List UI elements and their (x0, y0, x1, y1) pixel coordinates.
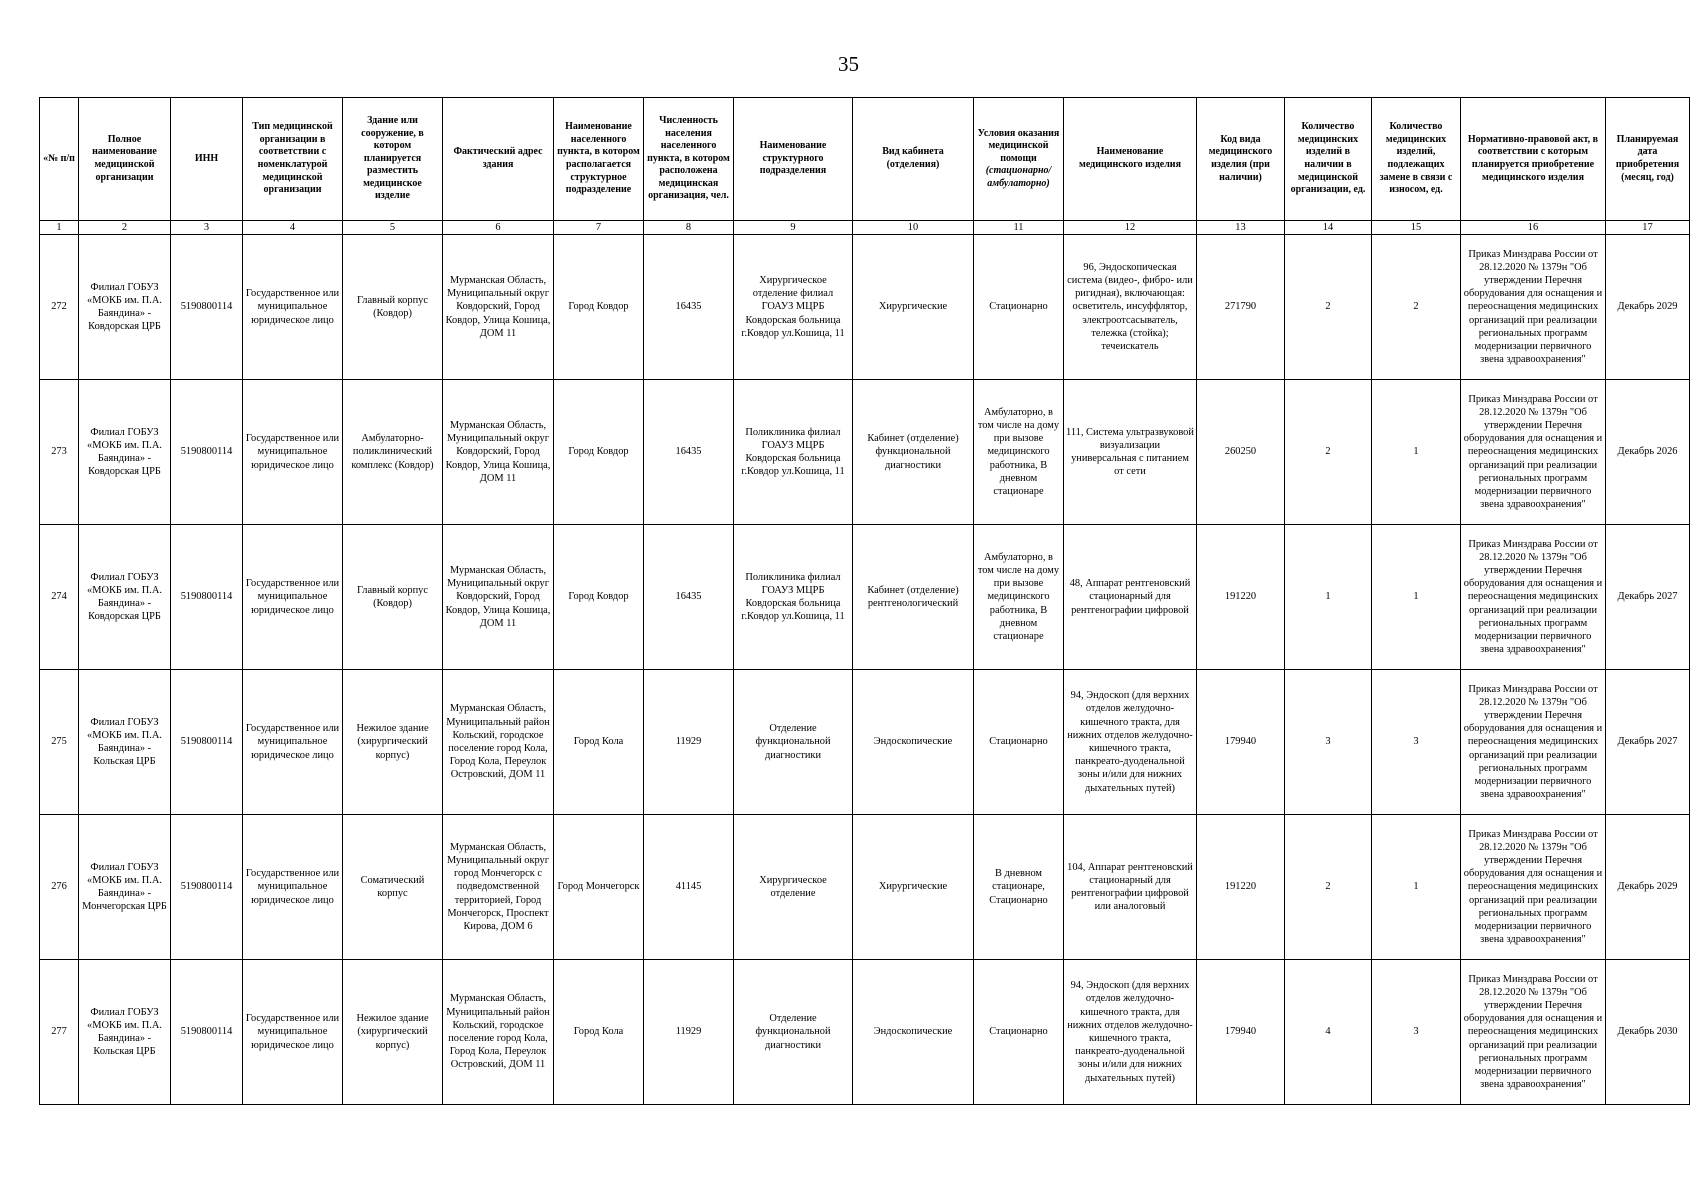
cell-qty-replace: 1 (1372, 815, 1461, 960)
cell-structural-unit: Хирургическое отделение (734, 815, 853, 960)
cell-care-conditions: Стационарно (974, 235, 1064, 380)
cell-org-type: Государственное или муниципальное юридическое лицо (243, 525, 343, 670)
column-number: 13 (1197, 221, 1285, 235)
column-number-row (40, 221, 1690, 235)
cell-building: Главный корпус (Ковдор) (343, 235, 443, 380)
cell-inn: 5190800114 (171, 525, 243, 670)
cell-inn: 5190800114 (171, 670, 243, 815)
cell-org-name: Филиал ГОБУЗ «МОКБ им. П.А. Баяндина» - Кольская ЦРБ (79, 670, 171, 815)
header-cell: Здание или сооружение, в котором планируется разместить медицинское изделие (343, 98, 443, 221)
cell-qty-replace: 1 (1372, 380, 1461, 525)
cell-legal-act: Приказ Минздрава России от 28.12.2020 № 1379н "Об утверждении Перечня оборудования для оснащения и переоснащения медицинских организаций при реализации региональных программ модернизации первичного звена здравоохранения" (1461, 235, 1606, 380)
cell-address: Мурманская Область, Муниципальный округ Ковдорский, Город Ковдор, Улица Кошица, ДОМ 11 (443, 380, 554, 525)
cell-population: 11929 (644, 960, 734, 1105)
cell-structural-unit: Поликлиника филиал ГОАУЗ МЦРБ Ковдорская больница г.Ковдор ул.Кошица, 11 (734, 380, 853, 525)
header-cell: Планируемая дата приобретения (месяц, год) (1606, 98, 1690, 221)
column-number: 10 (853, 221, 974, 235)
column-number: 17 (1606, 221, 1690, 235)
cell-building: Главный корпус (Ковдор) (343, 525, 443, 670)
cell-inn: 5190800114 (171, 380, 243, 525)
header-cell: Вид кабинета (отделения) (853, 98, 974, 221)
cell-legal-act: Приказ Минздрава России от 28.12.2020 № 1379н "Об утверждении Перечня оборудования для оснащения и переоснащения медицинских организаций при реализации региональных программ модернизации первичного звена здравоохранения" (1461, 815, 1606, 960)
cell-locality: Город Мончегорск (554, 815, 644, 960)
column-number: 6 (443, 221, 554, 235)
column-number: 15 (1372, 221, 1461, 235)
cell-population: 16435 (644, 380, 734, 525)
cell-locality: Город Кола (554, 670, 644, 815)
cell-org-type: Государственное или муниципальное юридическое лицо (243, 960, 343, 1105)
cell-planned-date: Декабрь 2029 (1606, 235, 1690, 380)
cell-address: Мурманская Область, Муниципальный округ город Мончегорск с подведомственной территорией, Город Мончегорск, Проспект Кирова, ДОМ 6 (443, 815, 554, 960)
cell-locality: Город Кола (554, 960, 644, 1105)
cell-row-number: 276 (40, 815, 79, 960)
cell-device-code: 260250 (1197, 380, 1285, 525)
cell-device-code: 271790 (1197, 235, 1285, 380)
column-number: 9 (734, 221, 853, 235)
cell-qty-available: 2 (1285, 815, 1372, 960)
header-conditions-italic: (стационарно/ амбулаторно) (985, 165, 1052, 189)
cell-org-type: Государственное или муниципальное юридическое лицо (243, 815, 343, 960)
cell-care-conditions: В дневном стационаре, Стационарно (974, 815, 1064, 960)
cell-inn: 5190800114 (171, 815, 243, 960)
cell-locality: Город Ковдор (554, 525, 644, 670)
column-number: 12 (1064, 221, 1197, 235)
cell-planned-date: Декабрь 2027 (1606, 525, 1690, 670)
cell-cabinet-type: Эндоскопические (853, 960, 974, 1105)
header-cell: Полное наименование медицинской организации (79, 98, 171, 221)
header-cell: Нормативно-правовой акт, в соответствии с которым планируется приобретение медицинского изделия (1461, 98, 1606, 221)
cell-device-code: 191220 (1197, 815, 1285, 960)
column-number: 5 (343, 221, 443, 235)
cell-building: Соматический корпус (343, 815, 443, 960)
header-cell: Фактический адрес здания (443, 98, 554, 221)
cell-device-code: 179940 (1197, 670, 1285, 815)
cell-row-number: 274 (40, 525, 79, 670)
table-row (40, 380, 1690, 525)
cell-legal-act: Приказ Минздрава России от 28.12.2020 № 1379н "Об утверждении Перечня оборудования для оснащения и переоснащения медицинских организаций при реализации региональных программ модернизации первичного звена здравоохранения" (1461, 670, 1606, 815)
table-row (40, 815, 1690, 960)
cell-device-name: 111, Система ультразвуковой визуализации универсальная с питанием от сети (1064, 380, 1197, 525)
header-cell: Численность населения населенного пункта, в котором расположена медицинская организация, чел. (644, 98, 734, 221)
cell-qty-replace: 1 (1372, 525, 1461, 670)
header-cell: Наименование населенного пункта, в котором располагается структурное подразделение (554, 98, 644, 221)
header-cell: Количество медицинских изделий, подлежащих замене в связи с износом, ед. (1372, 98, 1461, 221)
cell-qty-available: 4 (1285, 960, 1372, 1105)
table-row (40, 670, 1690, 815)
cell-cabinet-type: Эндоскопические (853, 670, 974, 815)
cell-qty-available: 3 (1285, 670, 1372, 815)
table-row (40, 235, 1690, 380)
cell-care-conditions: Стационарно (974, 960, 1064, 1105)
column-number: 11 (974, 221, 1064, 235)
column-number: 2 (79, 221, 171, 235)
cell-care-conditions: Стационарно (974, 670, 1064, 815)
header-cell: «№ п/п (40, 98, 79, 221)
cell-device-code: 179940 (1197, 960, 1285, 1105)
column-number: 3 (171, 221, 243, 235)
column-number: 16 (1461, 221, 1606, 235)
cell-row-number: 272 (40, 235, 79, 380)
header-row (40, 98, 1690, 221)
cell-locality: Город Ковдор (554, 380, 644, 525)
header-cell-conditions (974, 98, 1064, 221)
cell-care-conditions: Амбулаторно, в том числе на дому при вызове медицинского работника, В дневном стационаре (974, 380, 1064, 525)
header-cell: Тип медицинской организации в соответствии с номенклатурой медицинской организации (243, 98, 343, 221)
cell-device-name: 94, Эндоскоп (для верхних отделов желудочно- кишечного тракта, для нижних отделов желудочно-кишечного тракта, панкреато-дуоденальной зоны и/или для нижних дыхательных путей) (1064, 670, 1197, 815)
cell-qty-available: 2 (1285, 380, 1372, 525)
table-row (40, 525, 1690, 670)
cell-device-code: 191220 (1197, 525, 1285, 670)
cell-planned-date: Декабрь 2026 (1606, 380, 1690, 525)
cell-row-number: 273 (40, 380, 79, 525)
page-number: 35 (838, 52, 859, 76)
column-number: 14 (1285, 221, 1372, 235)
cell-population: 11929 (644, 670, 734, 815)
column-number: 8 (644, 221, 734, 235)
cell-care-conditions: Амбулаторно, в том числе на дому при вызове медицинского работника, В дневном стационаре (974, 525, 1064, 670)
cell-row-number: 275 (40, 670, 79, 815)
cell-structural-unit: Отделение функциональной диагностики (734, 670, 853, 815)
cell-legal-act: Приказ Минздрава России от 28.12.2020 № 1379н "Об утверждении Перечня оборудования для оснащения и переоснащения медицинских организаций при реализации региональных программ модернизации первичного звена здравоохранения" (1461, 960, 1606, 1105)
cell-planned-date: Декабрь 2030 (1606, 960, 1690, 1105)
equipment-table (39, 97, 1690, 1105)
header-cell: Код вида медицинского изделия (при наличии) (1197, 98, 1285, 221)
cell-structural-unit: Хирургическое отделение филиал ГОАУЗ МЦРБ Ковдорская больница г.Ковдор ул.Кошица, 11 (734, 235, 853, 380)
cell-qty-available: 2 (1285, 235, 1372, 380)
cell-qty-replace: 3 (1372, 670, 1461, 815)
cell-structural-unit: Поликлиника филиал ГОАУЗ МЦРБ Ковдорская больница г.Ковдор ул.Кошица, 11 (734, 525, 853, 670)
cell-row-number: 277 (40, 960, 79, 1105)
cell-cabinet-type: Хирургические (853, 235, 974, 380)
cell-org-name: Филиал ГОБУЗ «МОКБ им. П.А. Баяндина» - Мончегорская ЦРБ (79, 815, 171, 960)
cell-cabinet-type: Хирургические (853, 815, 974, 960)
cell-device-name: 94, Эндоскоп (для верхних отделов желудочно- кишечного тракта, для нижних отделов желудочно-кишечного тракта, панкреато-дуоденальной зоны и/или для нижних дыхательных путей) (1064, 960, 1197, 1105)
column-number: 4 (243, 221, 343, 235)
cell-population: 16435 (644, 525, 734, 670)
cell-qty-replace: 2 (1372, 235, 1461, 380)
column-number: 1 (40, 221, 79, 235)
cell-population: 16435 (644, 235, 734, 380)
header-cell: Наименование медицинского изделия (1064, 98, 1197, 221)
cell-org-type: Государственное или муниципальное юридическое лицо (243, 235, 343, 380)
cell-building: Нежилое здание (хирургический корпус) (343, 960, 443, 1105)
cell-device-name: 104, Аппарат рентгеновский стационарный для рентгенографии цифровой или аналоговый (1064, 815, 1197, 960)
cell-building: Нежилое здание (хирургический корпус) (343, 670, 443, 815)
cell-address: Мурманская Область, Муниципальный округ Ковдорский, Город Ковдор, Улица Кошица, ДОМ 11 (443, 525, 554, 670)
cell-org-name: Филиал ГОБУЗ «МОКБ им. П.А. Баяндина» - Ковдорская ЦРБ (79, 380, 171, 525)
table-row (40, 960, 1690, 1105)
cell-org-type: Государственное или муниципальное юридическое лицо (243, 670, 343, 815)
cell-structural-unit: Отделение функциональной диагностики (734, 960, 853, 1105)
cell-address: Мурманская Область, Муниципальный район Кольский, городское поселение город Кола, Город Кола, Переулок Островский, ДОМ 11 (443, 670, 554, 815)
cell-population: 41145 (644, 815, 734, 960)
header-cell: Количество медицинских изделий в наличии в медицинской организации, ед. (1285, 98, 1372, 221)
cell-qty-available: 1 (1285, 525, 1372, 670)
cell-locality: Город Ковдор (554, 235, 644, 380)
cell-inn: 5190800114 (171, 235, 243, 380)
cell-org-name: Филиал ГОБУЗ «МОКБ им. П.А. Баяндина» - Ковдорская ЦРБ (79, 235, 171, 380)
cell-address: Мурманская Область, Муниципальный округ Ковдорский, Город Ковдор, Улица Кошица, ДОМ 11 (443, 235, 554, 380)
cell-legal-act: Приказ Минздрава России от 28.12.2020 № 1379н "Об утверждении Перечня оборудования для оснащения и переоснащения медицинских организаций при реализации региональных программ модернизации первичного звена здравоохранения" (1461, 380, 1606, 525)
cell-device-name: 48, Аппарат рентгеновский стационарный для рентгенографии цифровой (1064, 525, 1197, 670)
cell-cabinet-type: Кабинет (отделение) функциональной диагностики (853, 380, 974, 525)
cell-planned-date: Декабрь 2029 (1606, 815, 1690, 960)
cell-org-name: Филиал ГОБУЗ «МОКБ им. П.А. Баяндина» - Кольская ЦРБ (79, 960, 171, 1105)
header-cell: Наименование структурного подразделения (734, 98, 853, 221)
cell-address: Мурманская Область, Муниципальный район Кольский, городское поселение город Кола, Город Кола, Переулок Островский, ДОМ 11 (443, 960, 554, 1105)
cell-inn: 5190800114 (171, 960, 243, 1105)
cell-legal-act: Приказ Минздрава России от 28.12.2020 № 1379н "Об утверждении Перечня оборудования для оснащения и переоснащения медицинских организаций при реализации региональных программ модернизации первичного звена здравоохранения" (1461, 525, 1606, 670)
column-number: 7 (554, 221, 644, 235)
header-cell: ИНН (171, 98, 243, 221)
cell-org-name: Филиал ГОБУЗ «МОКБ им. П.А. Баяндина» - Ковдорская ЦРБ (79, 525, 171, 670)
cell-org-type: Государственное или муниципальное юридическое лицо (243, 380, 343, 525)
cell-planned-date: Декабрь 2027 (1606, 670, 1690, 815)
cell-qty-replace: 3 (1372, 960, 1461, 1105)
cell-device-name: 96, Эндоскопическая система (видео-, фибро- или ригидная), включающая: осветитель, инсуффлятор, электроотсасыватель, тележка (стойка); течеискатель (1064, 235, 1197, 380)
cell-cabinet-type: Кабинет (отделение) рентгенологический (853, 525, 974, 670)
cell-building: Амбулаторно-поликлинический комплекс (Ковдор) (343, 380, 443, 525)
header-conditions-label: Условия оказания медицинской помощи (977, 127, 1060, 164)
